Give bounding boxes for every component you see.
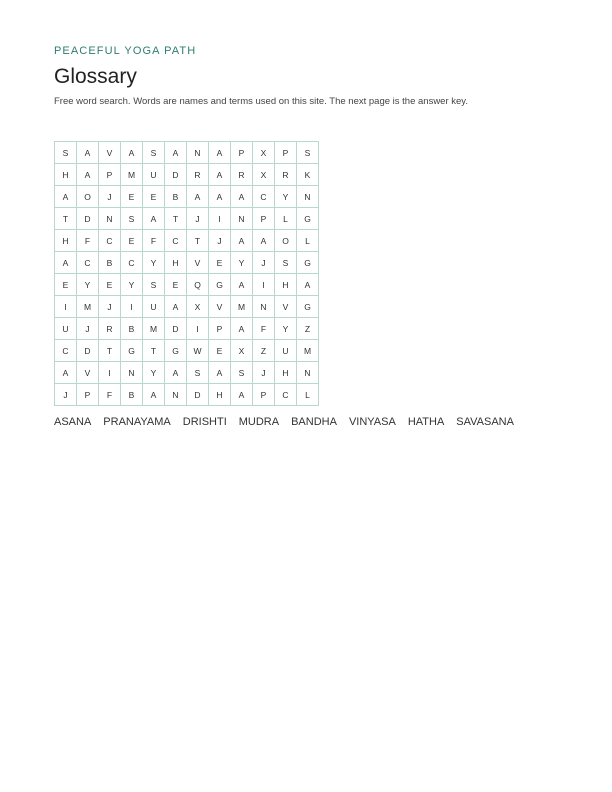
grid-cell: C bbox=[275, 384, 297, 406]
grid-cell: B bbox=[121, 384, 143, 406]
grid-cell: D bbox=[77, 208, 99, 230]
grid-cell: N bbox=[253, 296, 275, 318]
grid-cell: L bbox=[297, 230, 319, 252]
grid-cell: M bbox=[77, 296, 99, 318]
grid-cell: V bbox=[209, 296, 231, 318]
grid-cell: S bbox=[297, 142, 319, 164]
grid-cell: E bbox=[143, 186, 165, 208]
grid-cell: U bbox=[143, 164, 165, 186]
grid-cell: M bbox=[121, 164, 143, 186]
grid-cell: S bbox=[143, 274, 165, 296]
grid-cell: A bbox=[165, 142, 187, 164]
grid-cell: T bbox=[187, 230, 209, 252]
grid-cell: E bbox=[209, 252, 231, 274]
grid-cell: A bbox=[121, 142, 143, 164]
grid-cell: Y bbox=[121, 274, 143, 296]
grid-cell: A bbox=[231, 230, 253, 252]
grid-cell: A bbox=[231, 318, 253, 340]
grid-cell: J bbox=[209, 230, 231, 252]
grid-cell: C bbox=[99, 230, 121, 252]
grid-cell: A bbox=[143, 384, 165, 406]
grid-cell: G bbox=[209, 274, 231, 296]
grid-cell: T bbox=[143, 340, 165, 362]
grid-cell: S bbox=[143, 142, 165, 164]
grid-cell: E bbox=[55, 274, 77, 296]
grid-cell: E bbox=[209, 340, 231, 362]
grid-row bbox=[55, 340, 319, 362]
word-list-item: HATHA bbox=[407, 416, 445, 428]
grid-cell: F bbox=[99, 384, 121, 406]
grid-cell: A bbox=[55, 252, 77, 274]
grid-cell: I bbox=[209, 208, 231, 230]
grid-cell: X bbox=[187, 296, 209, 318]
grid-cell: A bbox=[165, 362, 187, 384]
grid-cell: J bbox=[77, 318, 99, 340]
word-list-item: PRANAYAMA bbox=[103, 416, 171, 428]
grid-cell: A bbox=[209, 362, 231, 384]
grid-cell: O bbox=[275, 230, 297, 252]
grid-cell: A bbox=[231, 274, 253, 296]
grid-cell: I bbox=[55, 296, 77, 318]
grid-cell: R bbox=[187, 164, 209, 186]
grid-cell: G bbox=[297, 208, 319, 230]
word-list bbox=[54, 415, 558, 429]
grid-cell: Z bbox=[297, 318, 319, 340]
grid-cell: C bbox=[55, 340, 77, 362]
grid-cell: I bbox=[253, 274, 275, 296]
grid-row bbox=[55, 252, 319, 274]
grid-cell: J bbox=[253, 252, 275, 274]
grid-cell: Y bbox=[275, 186, 297, 208]
grid-cell: H bbox=[275, 362, 297, 384]
grid-cell: D bbox=[165, 318, 187, 340]
grid-cell: P bbox=[253, 208, 275, 230]
grid-cell: T bbox=[99, 340, 121, 362]
grid-cell: A bbox=[297, 274, 319, 296]
grid-cell: A bbox=[231, 186, 253, 208]
grid-cell: D bbox=[165, 164, 187, 186]
grid-cell: X bbox=[231, 340, 253, 362]
grid-cell: Y bbox=[143, 252, 165, 274]
grid-cell: A bbox=[55, 186, 77, 208]
grid-cell: Y bbox=[143, 362, 165, 384]
grid-cell: A bbox=[209, 186, 231, 208]
grid-cell: R bbox=[231, 164, 253, 186]
grid-row bbox=[55, 230, 319, 252]
grid-cell: M bbox=[143, 318, 165, 340]
page-subtitle: Free word search. Words are names and terms used on this site. The next page is the answer key. bbox=[54, 96, 468, 107]
grid-cell: P bbox=[99, 164, 121, 186]
grid-cell: V bbox=[187, 252, 209, 274]
grid-cell: Y bbox=[231, 252, 253, 274]
grid-cell: G bbox=[297, 252, 319, 274]
grid-cell: A bbox=[143, 208, 165, 230]
grid-cell: C bbox=[165, 230, 187, 252]
grid-cell: V bbox=[77, 362, 99, 384]
grid-cell: S bbox=[55, 142, 77, 164]
grid-cell: N bbox=[187, 142, 209, 164]
grid-row bbox=[55, 142, 319, 164]
grid-cell: H bbox=[165, 252, 187, 274]
grid-cell: H bbox=[275, 274, 297, 296]
grid-cell: Y bbox=[275, 318, 297, 340]
grid-cell: A bbox=[55, 362, 77, 384]
grid-cell: L bbox=[297, 384, 319, 406]
word-list-item: DRISHTI bbox=[182, 416, 227, 428]
grid-cell: C bbox=[121, 252, 143, 274]
grid-cell: P bbox=[77, 384, 99, 406]
page bbox=[54, 44, 558, 429]
grid-cell: U bbox=[275, 340, 297, 362]
grid-cell: A bbox=[77, 142, 99, 164]
grid-cell: A bbox=[77, 164, 99, 186]
grid-cell: L bbox=[275, 208, 297, 230]
grid-cell: N bbox=[297, 362, 319, 384]
grid-cell: E bbox=[121, 186, 143, 208]
grid-cell: F bbox=[253, 318, 275, 340]
grid-cell: F bbox=[143, 230, 165, 252]
grid-cell: R bbox=[99, 318, 121, 340]
grid-cell: S bbox=[231, 362, 253, 384]
grid-cell: N bbox=[297, 186, 319, 208]
grid-cell: C bbox=[77, 252, 99, 274]
grid-row bbox=[55, 208, 319, 230]
grid-cell: J bbox=[187, 208, 209, 230]
grid-cell: C bbox=[253, 186, 275, 208]
grid-cell: E bbox=[99, 274, 121, 296]
grid-cell: J bbox=[55, 384, 77, 406]
grid-cell: R bbox=[275, 164, 297, 186]
grid-row bbox=[55, 296, 319, 318]
grid-cell: D bbox=[187, 384, 209, 406]
grid-cell: O bbox=[77, 186, 99, 208]
grid-cell: H bbox=[209, 384, 231, 406]
grid-row bbox=[55, 164, 319, 186]
grid-row bbox=[55, 186, 319, 208]
grid-cell: J bbox=[99, 296, 121, 318]
grid-cell: W bbox=[187, 340, 209, 362]
grid-row bbox=[55, 362, 319, 384]
grid-cell: N bbox=[99, 208, 121, 230]
grid-cell: A bbox=[187, 186, 209, 208]
grid-cell: H bbox=[55, 230, 77, 252]
grid-cell: N bbox=[165, 384, 187, 406]
grid-cell: B bbox=[99, 252, 121, 274]
grid-cell: A bbox=[209, 164, 231, 186]
grid-cell: P bbox=[275, 142, 297, 164]
site-brand: PEACEFUL YOGA PATH bbox=[54, 45, 197, 57]
grid-cell: T bbox=[165, 208, 187, 230]
grid-cell: U bbox=[143, 296, 165, 318]
grid-cell: F bbox=[77, 230, 99, 252]
grid-cell: P bbox=[253, 384, 275, 406]
grid-cell: D bbox=[77, 340, 99, 362]
grid-cell: Z bbox=[253, 340, 275, 362]
grid-cell: X bbox=[253, 142, 275, 164]
grid-row bbox=[55, 384, 319, 406]
grid-cell: G bbox=[297, 296, 319, 318]
grid-cell: B bbox=[121, 318, 143, 340]
grid-cell: E bbox=[121, 230, 143, 252]
grid-cell: G bbox=[121, 340, 143, 362]
grid-cell: A bbox=[231, 384, 253, 406]
grid-cell: J bbox=[99, 186, 121, 208]
grid-cell: Y bbox=[77, 274, 99, 296]
word-list-item: MUDRA bbox=[238, 416, 280, 428]
grid-cell: A bbox=[253, 230, 275, 252]
grid-row bbox=[55, 318, 319, 340]
word-list-item: SAVASANA bbox=[456, 416, 514, 428]
grid-cell: N bbox=[121, 362, 143, 384]
grid-cell: G bbox=[165, 340, 187, 362]
grid-cell: K bbox=[297, 164, 319, 186]
grid-cell: I bbox=[121, 296, 143, 318]
page-title: Glossary bbox=[54, 65, 137, 88]
grid-cell: P bbox=[231, 142, 253, 164]
grid-cell: A bbox=[165, 296, 187, 318]
grid-cell: M bbox=[231, 296, 253, 318]
grid-cell: V bbox=[99, 142, 121, 164]
grid-cell: J bbox=[253, 362, 275, 384]
grid-cell: M bbox=[297, 340, 319, 362]
grid-cell: P bbox=[209, 318, 231, 340]
grid-cell: S bbox=[121, 208, 143, 230]
word-list-item: VINYASA bbox=[348, 416, 396, 428]
grid-row bbox=[55, 274, 319, 296]
grid-cell: E bbox=[165, 274, 187, 296]
grid-cell: X bbox=[253, 164, 275, 186]
word-list-item: ASANA bbox=[54, 416, 92, 428]
grid-cell: V bbox=[275, 296, 297, 318]
grid-cell: S bbox=[187, 362, 209, 384]
grid-cell: I bbox=[187, 318, 209, 340]
grid-cell: B bbox=[165, 186, 187, 208]
grid-cell: H bbox=[55, 164, 77, 186]
grid-cell: S bbox=[275, 252, 297, 274]
grid-cell: U bbox=[55, 318, 77, 340]
word-list-item: BANDHA bbox=[291, 416, 337, 428]
grid-cell: I bbox=[99, 362, 121, 384]
grid-cell: Q bbox=[187, 274, 209, 296]
grid-cell: T bbox=[55, 208, 77, 230]
grid-cell: A bbox=[209, 142, 231, 164]
grid-cell: N bbox=[231, 208, 253, 230]
word-search-grid bbox=[54, 141, 319, 406]
